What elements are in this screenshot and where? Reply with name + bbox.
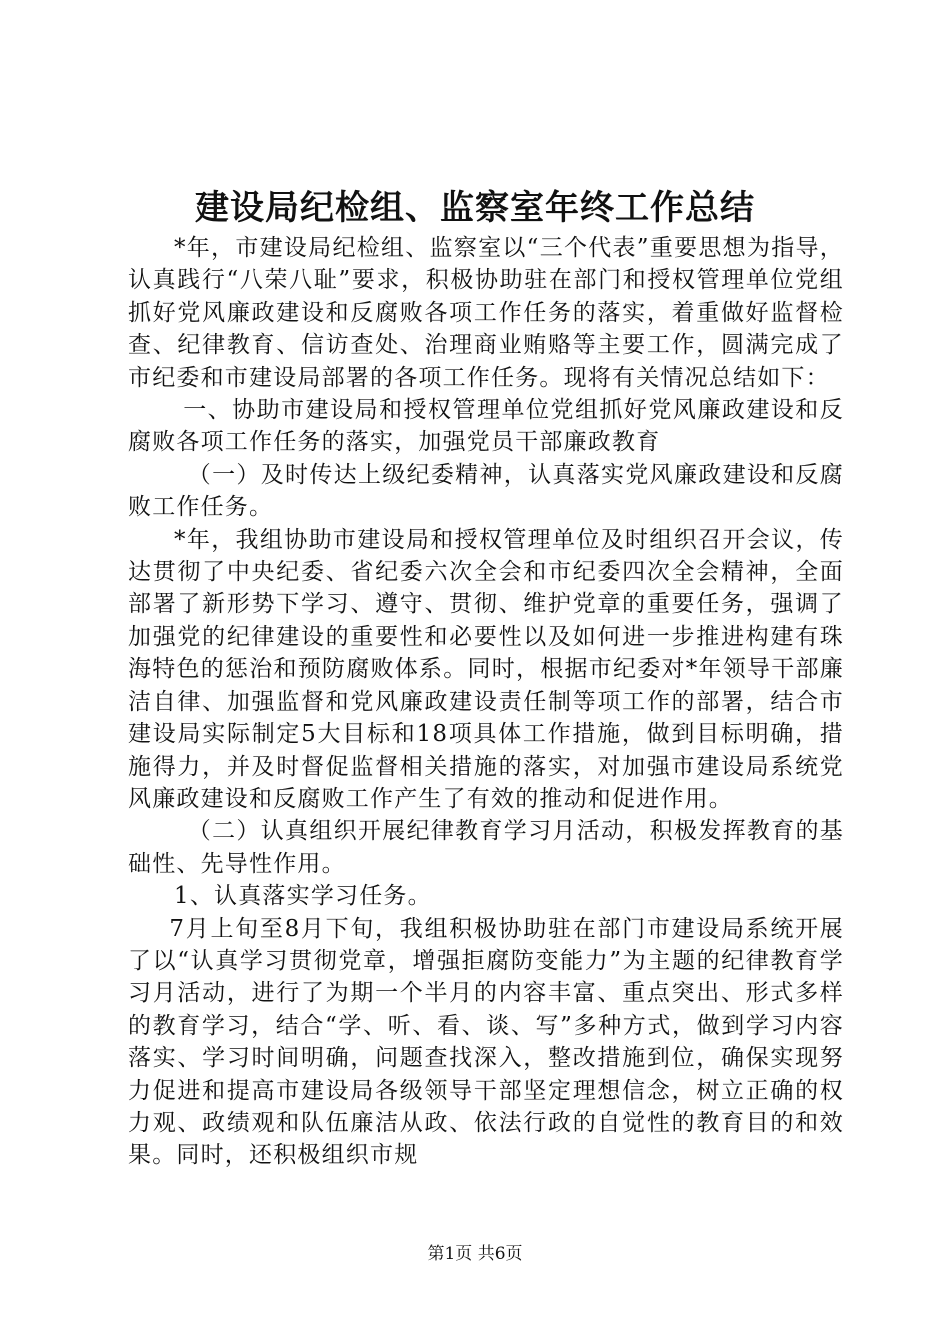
section-heading-1: 一、协助市建设局和授权管理单位党组抓好党风廉政建设和反腐败各项工作任务的落实，加强党员干部廉政教育 <box>128 397 844 456</box>
paragraph-body: 7月上旬至8月下旬，我组积极协助驻在部门市建设局系统开展了以“认真学习贯彻党章，增强拒腐防变能力”为主题的纪律教育学习月活动，进行了为期一个半月的内容丰富、重点突出、形式多样的教育学习，结合“学、听、看、谈、写”多种方式，做到学习内容落实、学习时间明确，问题查找深入，整改措施到位，确保实现努力促进和提高市建设局各级领导干部坚定理想信念，树立正确的权力观、政绩观和队伍廉洁从政、依法行政的自觉性的教育目的和效果。同时，还积极组织市规 <box>128 915 844 1169</box>
paragraph-intro: *年，市建设局纪检组、监察室以“三个代表”重要思想为指导，认真践行“八荣八耻”要求，积极协助驻在部门和授权管理单位党组抓好党风廉政建设和反腐败各项工作任务的落实，着重做好监督检查、纪律教育、信访查处、治理商业贿赂等主要工作，圆满完成了市纪委和市建设局部署的各项工作任务。现将有关情况总结如下： <box>128 235 844 391</box>
document-body <box>128 232 844 1172</box>
page-number-footer: 第1页 共6页 <box>427 1244 523 1264</box>
document-title: 建设局纪检组、监察室年终工作总结 <box>195 188 755 228</box>
subsection-heading-1: （一）及时传达上级纪委精神，认真落实党风廉政建设和反腐败工作任务。 <box>128 461 844 521</box>
paragraph-body: *年，我组协助市建设局和授权管理单位及时组织召开会议，传达贯彻了中央纪委、省纪委六次全会和市纪委四次全会精神，全面部署了新形势下学习、遵守、贯彻、维护党章的重要任务，强调了加强党的纪律建设的重要性和必要性以及如何进一步推进构建有珠海特色的惩治和预防腐败体系。同时，根据市纪委对*年领导干部廉洁自律、加强监督和党风廉政建设责任制等项工作的部署，结合市建设局实际制定5大目标和18项具体工作措施，做到目标明确，措施得力，并及时督促监督相关措施的落实，对加强市建设局系统党风廉政建设和反腐败工作产生了有效的推动和促进作用。 <box>128 526 844 812</box>
item-heading-1: 1、认真落实学习任务。 <box>174 883 432 910</box>
subsection-heading-2: （二）认真组织开展纪律教育学习月活动，积极发挥教育的基础性、先导性作用。 <box>128 818 844 877</box>
